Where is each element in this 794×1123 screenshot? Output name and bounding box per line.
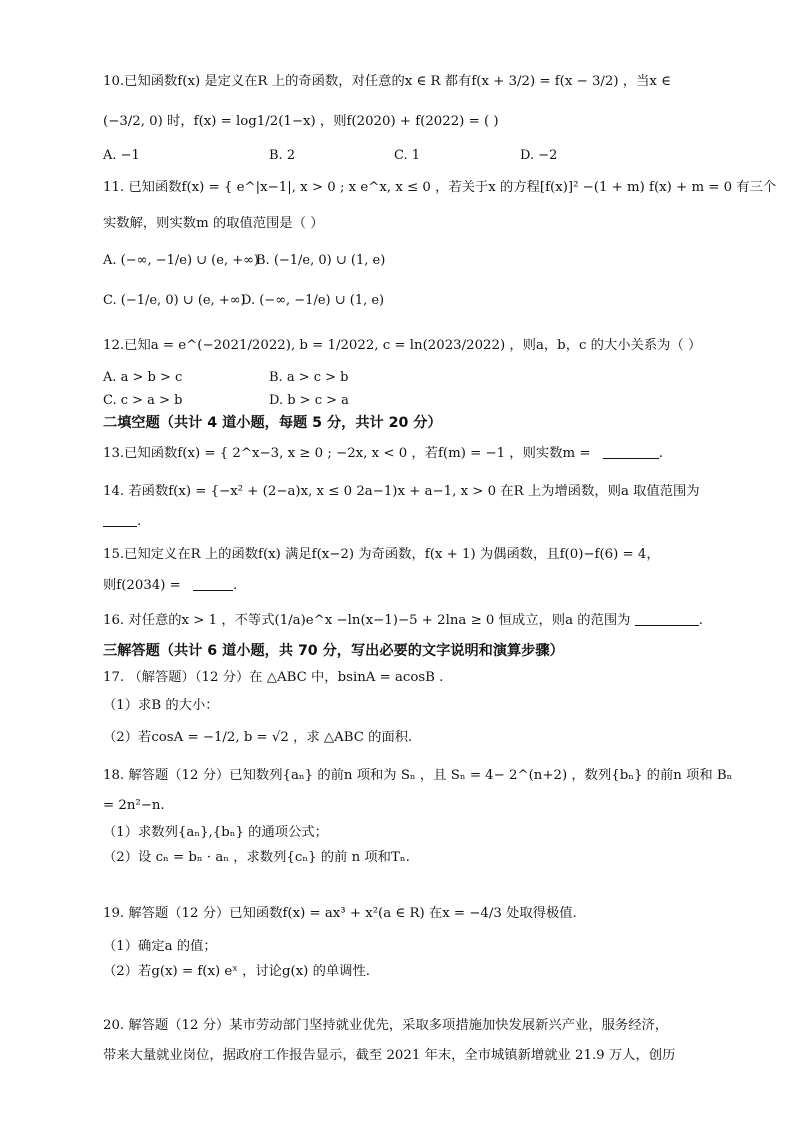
q11-option-c: C. (−1/e, 0) ∪ (e, +∞) — [103, 293, 246, 308]
q18-part2: （2）设 cₙ = bₙ · aₙ ，求数列{cₙ} 的前 n 项和Tₙ. — [103, 850, 410, 865]
q15-line2 — [103, 576, 237, 596]
q15-end: . — [233, 578, 238, 593]
q13-answer-blank[interactable] — [603, 444, 659, 459]
q10-option-d: D. −2 — [520, 148, 558, 163]
q18-line1: 18. 解答题（12 分）已知数列{aₙ} 的前n 项和为 Sₙ ，且 Sₙ = 4− 2^(n+2) ，数列{bₙ} 的前n 项和 Bₙ — [103, 768, 733, 783]
section-answer-heading: 三解答题（共计 6 道小题，共 70 分，写出必要的文字说明和演算步骤） — [103, 643, 564, 659]
q16-line — [103, 611, 703, 631]
q18-part1: （1）求数列{aₙ},{bₙ} 的通项公式； — [103, 825, 328, 840]
q20-line2: 带来大量就业岗位，据政府工作报告显示，截至 2021 年末，全市城镇新增就业 21.9 万人，创历 — [103, 1048, 676, 1063]
q19-part2: （2）若g(x) = f(x) eˣ ，讨论g(x) 的单调性. — [103, 964, 371, 979]
q19-part1: （1）确定a 的值； — [103, 939, 217, 954]
q12-option-b: B. a > c > b — [269, 370, 349, 385]
q14-line1: 14. 若函数f(x) = {−x² + (2−a)x, x ≤ 0 2a−1)x + a−1, x > 0 在R 上为增函数，则a 取值范围为 — [103, 484, 700, 499]
q17-stem: 17. （解答题）（12 分）在 △ABC 中，bsinA = acosB . — [103, 670, 444, 685]
q14-line2 — [103, 512, 141, 532]
q10-line2: (−3/2, 0) 时，f(x) = log1/2(1−x) ，则f(2020) + f(2022) = ( ) — [103, 114, 499, 129]
q11-line2: 实数解，则实数m 的取值范围是（ ） — [103, 216, 324, 231]
q20-line1: 20. 解答题（12 分）某市劳动部门坚持就业优先，采取多项措施加快发展新兴产业，服务经济， — [103, 1018, 669, 1033]
q12-option-a: A. a > b > c — [103, 370, 183, 385]
q14-end: . — [137, 514, 142, 529]
q12-option-c: C. c > a > b — [103, 393, 183, 408]
q13-line: 13.已知函数f(x) = { 2^x−3, x ≥ 0 ; −2x, x < 0 ，若f(m) = −1 ，则实数m = . — [103, 446, 663, 461]
q12-line1: 12.已知a = e^(−2021/2022), b = 1/2022, c = ln(2023/2022) ，则a，b，c 的大小关系为（ ） — [103, 338, 702, 353]
section-fill-in-heading: 二填空题（共计 4 道小题，每题 5 分，共计 20 分） — [103, 415, 442, 431]
q11-option-d: D. (−∞, −1/e) ∪ (1, e) — [241, 293, 385, 308]
q15-line1: 15.已知定义在R 上的函数f(x) 满足f(x−2) 为奇函数，f(x + 1) 为偶函数，且f(0)−f(6) = 4， — [103, 547, 660, 562]
q19-stem: 19. 解答题（12 分）已知函数f(x) = ax³ + x²(a ∈ R) 在x = −4/3 处取得极值. — [103, 906, 577, 921]
q13-text: 13.已知函数f(x) = { 2^x−3, x ≥ 0 ; −2x, x < 0 ，若f(m) = −1 ，则实数m = — [103, 446, 591, 461]
q15-text: 则f(2034) = — [103, 578, 181, 593]
q11-option-a: A. (−∞, −1/e) ∪ (e, +∞) — [103, 253, 259, 268]
q18-line2: = 2n²−n. — [103, 798, 165, 813]
q17-part2: （2）若cosA = −1/2, b = √2 ，求 △ABC 的面积. — [103, 730, 413, 745]
q10-option-c: C. 1 — [394, 148, 421, 163]
q16-answer-blank[interactable] — [635, 611, 699, 626]
q16-end: . — [698, 613, 703, 628]
q10-option-b: B. 2 — [269, 148, 296, 163]
q15-answer-blank[interactable] — [193, 576, 233, 591]
q10-option-a: A. −1 — [103, 148, 140, 163]
q14-answer-blank[interactable] — [103, 512, 137, 527]
q10-line1: 10.已知函数f(x) 是定义在R 上的奇函数，对任意的x ∈ R 都有f(x + 3/2) = f(x − 3/2) ，当x ∈ — [103, 74, 671, 89]
q11-option-b: B. (−1/e, 0) ∪ (1, e) — [256, 253, 386, 268]
q16-text: 16. 对任意的x > 1 ，不等式(1/a)e^x −ln(x−1)−5 + 2lna ≥ 0 恒成立，则a 的范围为 — [103, 613, 631, 628]
q11-line1: 11. 已知函数f(x) = { e^|x−1|, x > 0 ; x e^x, x ≤ 0 ，若关于x 的方程[f(x)]² −(1 + m) f(x) + m = 0 有三个 — [103, 180, 777, 195]
q17-part1: （1）求B 的大小： — [103, 698, 219, 713]
q12-option-d: D. b > c > a — [269, 393, 349, 408]
